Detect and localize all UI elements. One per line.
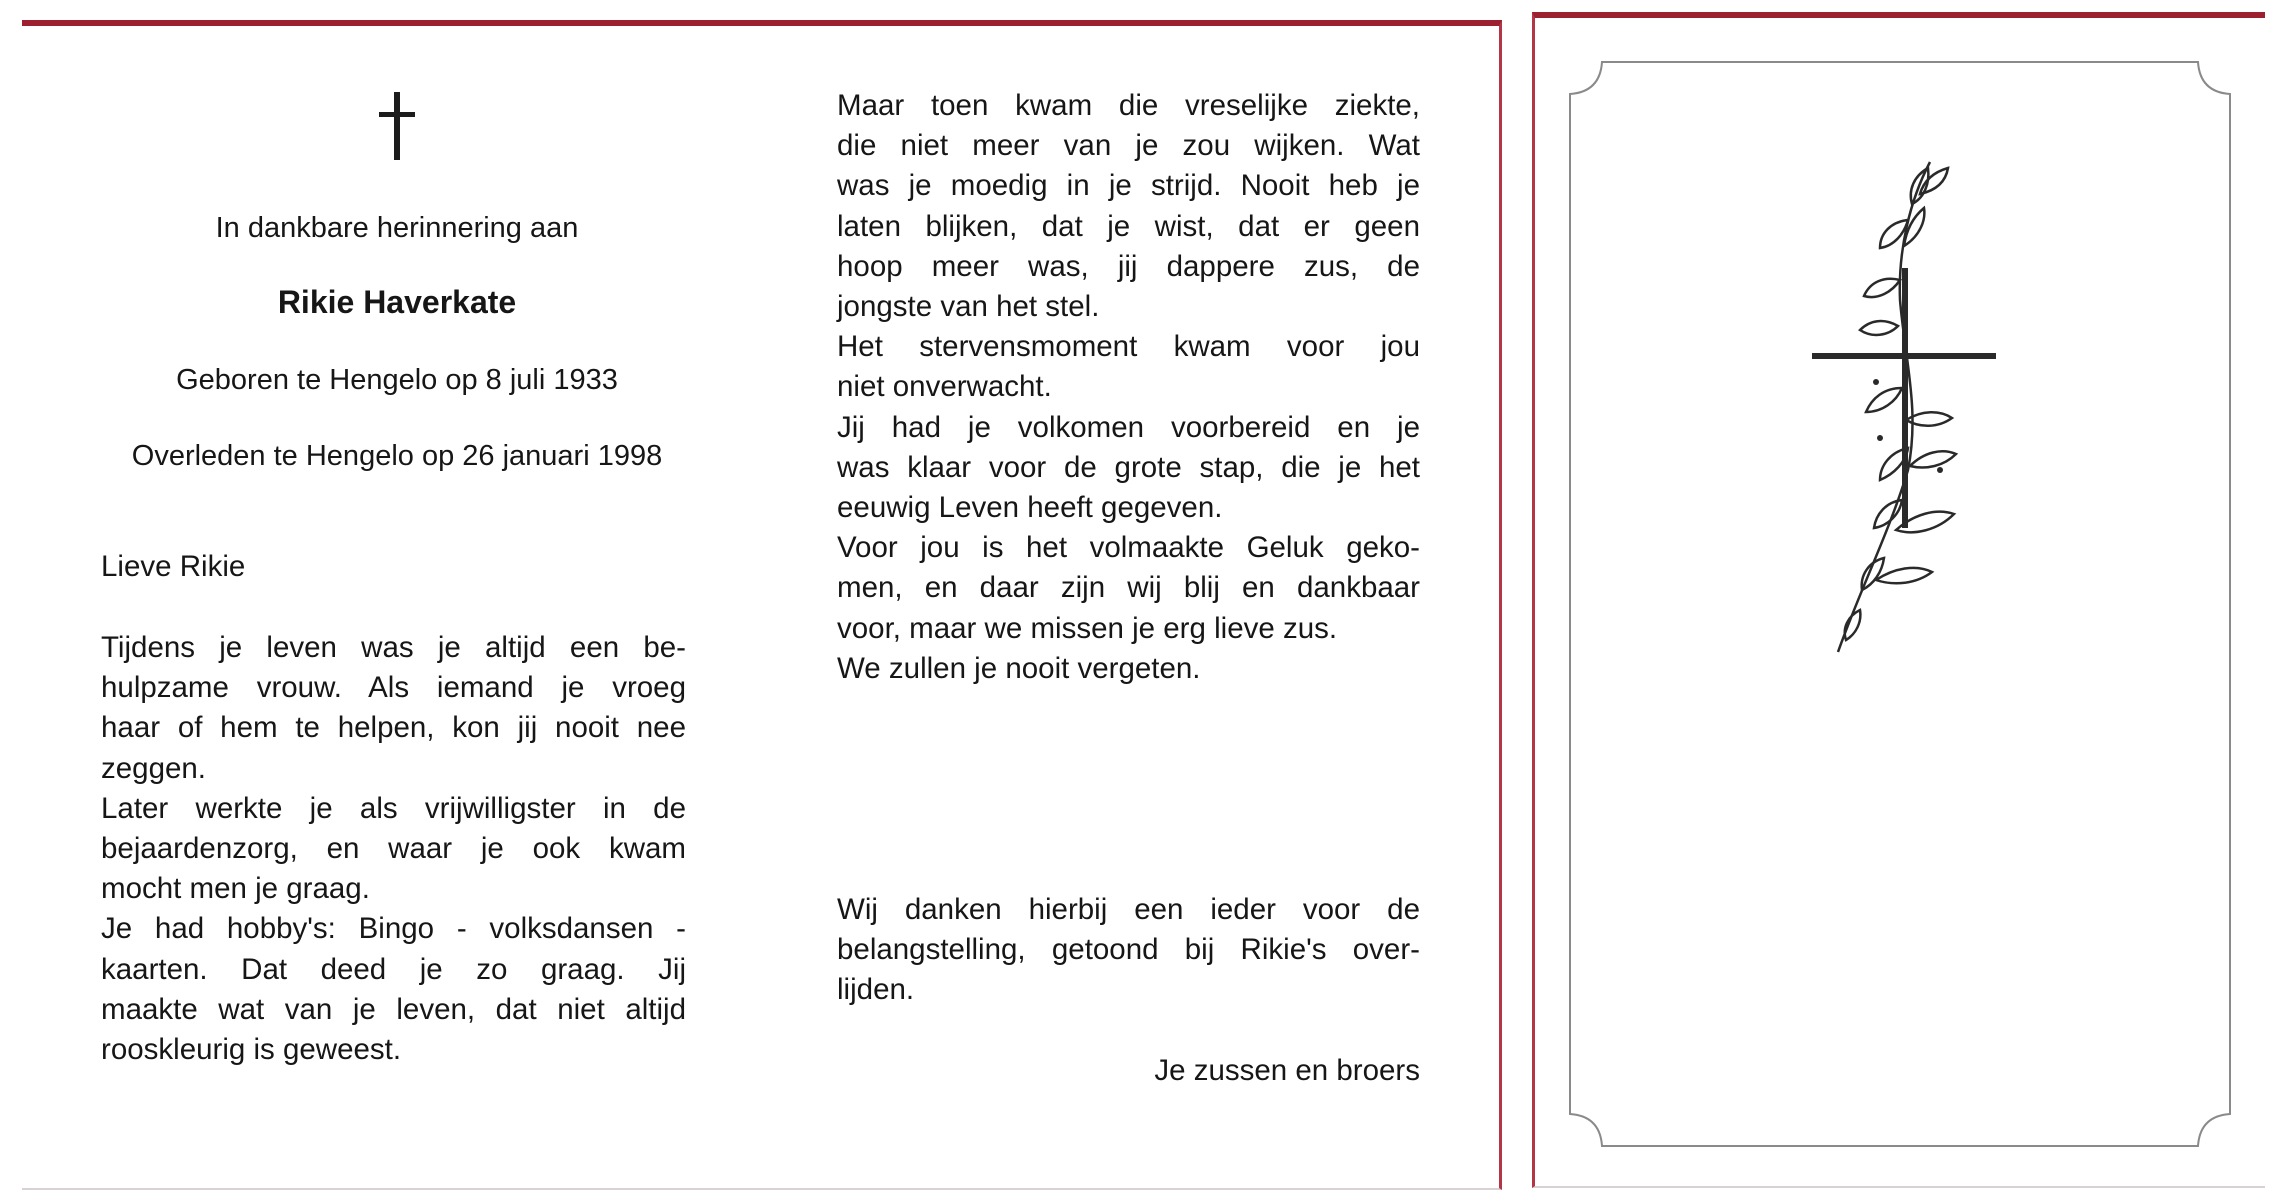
text-line: laten blijken, dat je wist, dat er geen [837,209,1420,243]
text-line: We zullen je nooit vergeten. [837,651,1201,685]
text-line: jongste van het stel. [837,290,1100,324]
text-line: die niet meer van je zou wijken. Wat [837,129,1420,163]
text-line: Het stervensmoment kwam voor jou [837,330,1420,364]
text-line: Jij had je volkomen voorbereid en je [837,410,1420,444]
text-line: men, en daar zijn wij blij en dankbaar [837,571,1420,605]
text-line: Je had hobby's: Bingo - volksdansen - [101,912,686,946]
text-line: kaarten. Dat deed je zo graag. Jij [101,952,686,986]
text-line: niet onverwacht. [837,370,1052,404]
signoff: Je zussen en broers [1154,1054,1420,1087]
text-line: haar of hem te helpen, kon jij nooit nee [101,711,686,745]
cross-with-olive-branch-icon [1790,150,2030,670]
left-body-text [101,628,686,1070]
text-line: belangstelling, getoond bij Rikie's over- [837,933,1420,967]
greeting: Lieve Rikie [101,550,246,583]
text-line: was klaar voor de grote stap, die je het [837,450,1420,484]
text-line: hoop meer was, jij dappere zus, de [837,249,1420,283]
deceased-name: Rikie Haverkate [277,284,517,320]
text-line: Voor jou is het volmaakte Geluk geko- [837,531,1420,565]
text-line: mocht men je graag. [101,872,370,906]
intro-text: In dankbare herinnering aan [215,212,579,244]
middle-body-text [837,86,1420,689]
text-line: hulpzame vrouw. Als iemand je vroeg [101,671,686,705]
birth-line: Geboren te Hengelo op 8 juli 1933 [176,364,618,396]
text-line: rooskleurig is geweest. [101,1033,402,1067]
text-line: was je moedig in je strijd. Nooit heb je [837,169,1420,203]
text-line: Wij danken hierbij een ieder voor de [837,893,1420,926]
death-line: Overleden te Hengelo op 26 januari 1998 [131,440,663,472]
text-line: maakte wat van je leven, dat niet altijd [101,992,686,1026]
text-line: Later werkte je als vrijwilligster in de [101,791,686,825]
text-line: zeggen. [101,751,206,785]
text-line: voor, maar we missen je erg lieve zus. [837,611,1338,645]
text-line: lijden. [837,973,915,1007]
thanks-text [837,890,1420,1011]
text-line: bejaardenzorg, en waar je ook kwam [101,832,686,866]
text-line: Tijdens je leven was je altijd een be- [101,631,686,664]
text-line: eeuwig Leven heeft gegeven. [837,491,1223,525]
text-line: Maar toen kwam die vreselijke ziekte, [837,89,1420,122]
